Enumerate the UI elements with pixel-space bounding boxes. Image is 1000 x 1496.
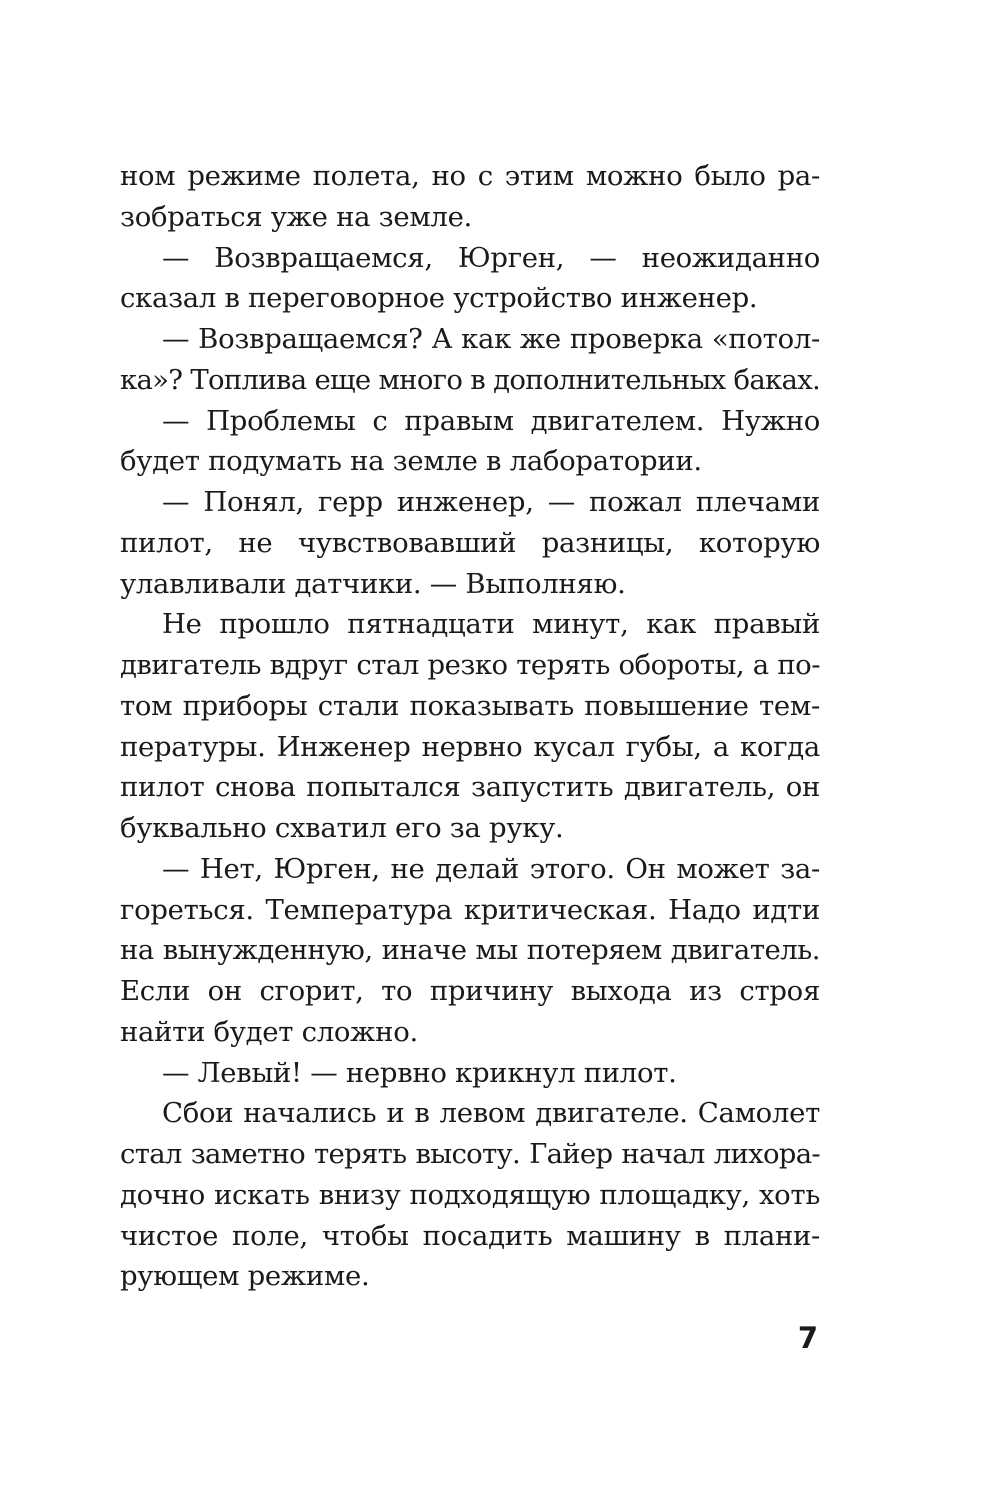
text-line: — Левый! — нервно крикнул пилот.: [162, 1056, 677, 1089]
text-line: — Нет, Юрген, не делай этого. Он может за-: [162, 852, 820, 885]
text-line: буквально схватил его за руку.: [120, 812, 564, 844]
text-line: будет подумать на земле в лаборатории.: [120, 445, 702, 478]
text-line: гореться. Температура критическая. Надо идти: [120, 893, 820, 926]
text-line: улавливали датчики. — Выполняю.: [120, 567, 626, 600]
text-line: Если он сгорит, то причину выхода из строя: [120, 975, 820, 1007]
text-line: пилот, не чувствовавший разницы, которую: [120, 526, 820, 559]
text-line: — Проблемы с правым двигателем. Нужно: [162, 404, 820, 437]
text-line: том приборы стали показывать повышение тем-: [120, 689, 820, 722]
text-line: пилот снова попытался запустить двигатель, он: [120, 771, 820, 804]
page-number: 7: [797, 1321, 818, 1355]
text-line: дочно искать внизу подходящую площадку, хоть: [120, 1178, 820, 1211]
text-line: Сбои начались и в левом двигателе. Самолет: [162, 1097, 820, 1130]
text-line: чистое поле, чтобы посадить машину в плани-: [120, 1219, 820, 1252]
text-line: ка»? Топлива еще много в дополнительных баках.: [120, 363, 821, 396]
text-line: ном режиме полета, но с этим можно было ра-: [120, 160, 820, 192]
text-line: пературы. Инженер нервно кусал губы, а когда: [120, 730, 820, 763]
text-line: зобраться уже на земле.: [120, 200, 472, 233]
text-line: на вынужденную, иначе мы потеряем двигатель.: [120, 934, 820, 967]
text-line: стал заметно терять высоту. Гайер начал лихора-: [120, 1138, 820, 1170]
text-line: рующем режиме.: [120, 1260, 370, 1293]
text-line: Не прошло пятнадцати минут, как правый: [162, 608, 820, 641]
text-line: двигатель вдруг стал резко терять обороты, а по-: [120, 649, 820, 681]
text-line: — Возвращаемся, Юрген, — неожиданно: [162, 241, 820, 274]
text-line: — Возвращаемся? А как же проверка «потол-: [162, 323, 820, 355]
text-line: — Понял, герр инженер, — пожал плечами: [162, 486, 820, 518]
text-line: сказал в переговорное устройство инженер.: [120, 282, 758, 315]
text-line: найти будет сложно.: [120, 1015, 418, 1048]
body-text: [120, 156, 820, 1297]
